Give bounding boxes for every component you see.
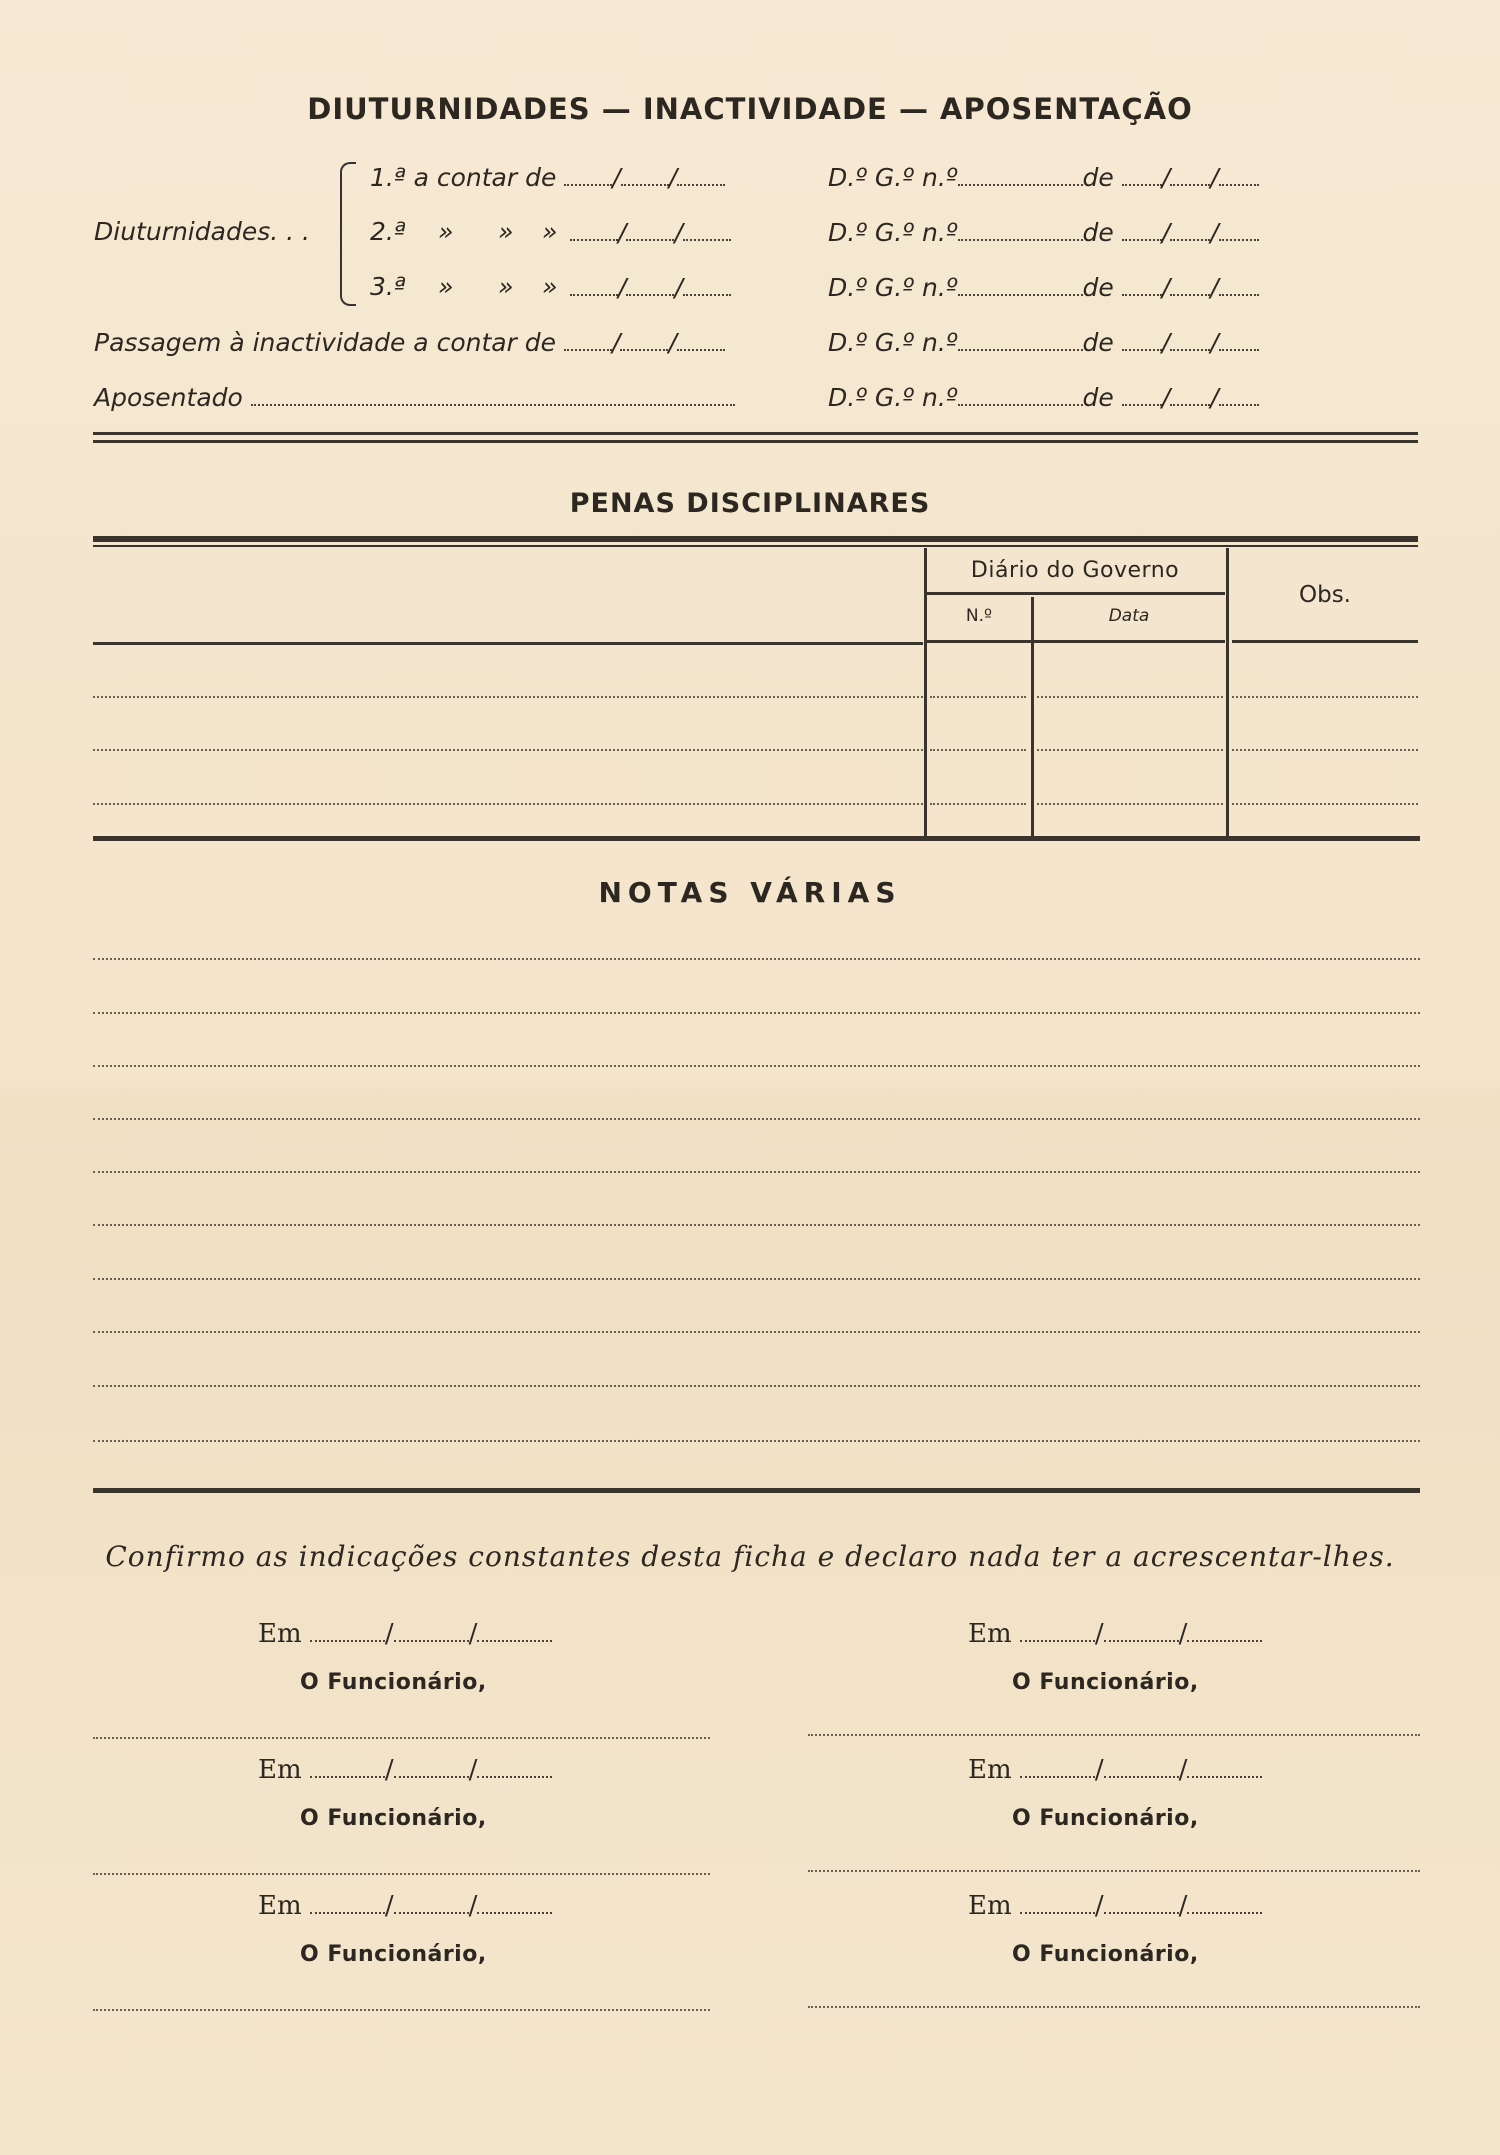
signature-line[interactable]	[808, 1870, 1420, 1872]
signature-line[interactable]	[808, 2006, 1420, 2008]
signature-date-left-2	[258, 1754, 552, 1785]
table-row-line[interactable]	[93, 803, 923, 805]
slash: /	[1210, 328, 1219, 357]
notes-line[interactable]	[93, 1385, 1420, 1387]
dg-number-field[interactable]	[958, 327, 1083, 351]
date-month-field[interactable]	[1170, 382, 1210, 406]
date-day-field[interactable]	[1122, 327, 1162, 351]
aposentado-row	[94, 382, 735, 412]
slash: /	[468, 1891, 478, 1921]
signature-date-left-3	[258, 1890, 552, 1921]
diuturnidade-row-2	[370, 217, 735, 246]
table-row-line[interactable]	[1232, 749, 1418, 751]
ditto-mark: »	[438, 272, 454, 301]
dg-number-field[interactable]	[958, 217, 1083, 241]
date-month-field[interactable]	[394, 1890, 469, 1914]
header-rule	[925, 592, 1225, 595]
notes-line[interactable]	[93, 958, 1420, 960]
date-month-field[interactable]	[1104, 1618, 1179, 1642]
table-row-line[interactable]	[93, 696, 923, 698]
signature-date-left-1	[258, 1618, 552, 1649]
date-day-field[interactable]	[570, 272, 618, 296]
slash: /	[674, 273, 683, 302]
dg-number-field[interactable]	[958, 382, 1083, 406]
slash: /	[668, 163, 678, 192]
de-label: de	[1082, 328, 1114, 357]
slash: /	[384, 1891, 394, 1921]
diuturnidades-label: Diuturnidades. . .	[94, 217, 310, 246]
date-day-field[interactable]	[1020, 1618, 1095, 1642]
slash: /	[468, 1755, 478, 1785]
em-label: Em	[258, 1755, 302, 1785]
slash: /	[384, 1619, 394, 1649]
numero-header: N.º	[965, 606, 993, 626]
dg-number-field[interactable]	[958, 272, 1083, 296]
date-month-field[interactable]	[394, 1618, 469, 1642]
divider	[93, 536, 1418, 542]
obs-header: Obs.	[1299, 582, 1351, 608]
dg-row-4	[828, 327, 1259, 357]
date-month-field[interactable]	[394, 1754, 469, 1778]
column-divider	[1226, 548, 1229, 838]
date-day-field[interactable]	[310, 1890, 385, 1914]
table-row-line[interactable]	[930, 696, 1026, 698]
notes-line[interactable]	[93, 1118, 1420, 1120]
confirmation-text: Confirmo as indicações constantes desta ficha e declaro nada ter a acrescentar-lhes.	[105, 1540, 1395, 1573]
de-label: de	[1082, 218, 1114, 247]
dg-row-3	[828, 272, 1259, 302]
date-month-field[interactable]	[1170, 162, 1210, 186]
notes-line[interactable]	[93, 1012, 1420, 1014]
funcionario-label: O Funcionário,	[300, 1670, 487, 1695]
slash: /	[468, 1619, 478, 1649]
slash: /	[1210, 218, 1219, 247]
notes-line[interactable]	[93, 1278, 1420, 1280]
slash: /	[1210, 273, 1219, 302]
slash: /	[1161, 163, 1171, 192]
slash: /	[1178, 1755, 1188, 1785]
aposentado-label: Aposentado	[94, 383, 243, 412]
date-year-field[interactable]	[1219, 327, 1259, 351]
signature-line[interactable]	[93, 2009, 710, 2011]
date-month-field[interactable]	[1170, 327, 1210, 351]
slash: /	[1161, 383, 1171, 412]
de-label: de	[1082, 383, 1114, 412]
signature-date-right-2	[968, 1754, 1262, 1785]
slash: /	[384, 1755, 394, 1785]
funcionario-label: O Funcionário,	[1012, 1806, 1199, 1831]
date-month-field[interactable]	[1104, 1890, 1179, 1914]
funcionario-label: O Funcionário,	[300, 1942, 487, 1967]
row2-label: 2.ª	[370, 217, 406, 246]
date-day-field[interactable]	[1122, 382, 1162, 406]
table-row-line[interactable]	[1037, 696, 1223, 698]
table-row-line[interactable]	[1037, 803, 1223, 805]
date-day-field[interactable]	[564, 162, 612, 186]
funcionario-label: O Funcionário,	[1012, 1670, 1199, 1695]
signature-date-right-3	[968, 1890, 1262, 1921]
notes-line[interactable]	[93, 1171, 1420, 1173]
date-day-field[interactable]	[1122, 272, 1162, 296]
divider	[93, 440, 1418, 443]
date-day-field[interactable]	[310, 1754, 385, 1778]
diario-header: Diário do Governo	[970, 558, 1180, 583]
date-year-field[interactable]	[477, 1618, 552, 1642]
divider	[93, 836, 1420, 841]
date-year-field[interactable]	[477, 1754, 552, 1778]
slash: /	[1210, 163, 1219, 192]
slash: /	[1161, 273, 1171, 302]
slash: /	[1094, 1891, 1104, 1921]
date-year-field[interactable]	[1219, 272, 1259, 296]
date-month-field[interactable]	[626, 217, 674, 241]
date-month-field[interactable]	[1170, 272, 1210, 296]
slash: /	[1178, 1891, 1188, 1921]
slash: /	[612, 328, 621, 357]
slash: /	[618, 273, 627, 302]
dg-row-2	[828, 217, 1259, 247]
brace	[340, 162, 356, 306]
row3-label: 3.ª	[370, 272, 406, 301]
slash: /	[1161, 218, 1171, 247]
dg-label: D.º G.º n.º	[828, 163, 958, 192]
notes-line[interactable]	[93, 1440, 1420, 1442]
header-bottom-rule	[93, 642, 923, 645]
date-day-field[interactable]	[1122, 162, 1162, 186]
date-day-field[interactable]	[1020, 1890, 1095, 1914]
date-year-field[interactable]	[683, 272, 731, 296]
ditto-mark: »	[498, 272, 514, 301]
date-day-field[interactable]	[570, 217, 618, 241]
table-row-line[interactable]	[1232, 803, 1418, 805]
aposentado-field[interactable]	[251, 382, 735, 406]
section-title-notas: NOTAS VÁRIAS	[598, 876, 902, 909]
date-year-field[interactable]	[477, 1890, 552, 1914]
em-label: Em	[258, 1619, 302, 1649]
ditto-mark: »	[542, 217, 558, 246]
slash: /	[668, 328, 677, 357]
column-divider	[1031, 597, 1034, 838]
slash: /	[1161, 328, 1171, 357]
dg-label: D.º G.º n.º	[828, 218, 958, 247]
date-month-field[interactable]	[1104, 1754, 1179, 1778]
notes-line[interactable]	[93, 1065, 1420, 1067]
notes-line[interactable]	[93, 1224, 1420, 1226]
dg-number-field[interactable]	[958, 162, 1083, 186]
date-year-field[interactable]	[1219, 382, 1259, 406]
date-year-field[interactable]	[1219, 162, 1259, 186]
row1-label: 1.ª a contar de	[370, 163, 557, 192]
slash: /	[618, 218, 627, 247]
date-year-field[interactable]	[677, 162, 725, 186]
table-row-line[interactable]	[930, 749, 1026, 751]
date-year-field[interactable]	[1219, 217, 1259, 241]
slash: /	[1094, 1755, 1104, 1785]
divider	[93, 1488, 1420, 1493]
ditto-mark: »	[438, 217, 454, 246]
date-day-field[interactable]	[564, 327, 612, 351]
dg-label: D.º G.º n.º	[828, 383, 958, 412]
slash: /	[1178, 1619, 1188, 1649]
passagem-row	[94, 327, 725, 357]
signature-date-right-1	[968, 1618, 1262, 1649]
dg-row-5	[828, 382, 1259, 412]
em-label: Em	[968, 1891, 1012, 1921]
slash: /	[1094, 1619, 1104, 1649]
dg-row-1	[828, 162, 1259, 192]
header-bottom-rule	[1232, 640, 1418, 643]
passagem-label: Passagem à inactividade a contar de	[94, 328, 557, 357]
signature-line[interactable]	[93, 1873, 710, 1875]
em-label: Em	[968, 1755, 1012, 1785]
header-bottom-rule	[925, 640, 1225, 643]
date-year-field[interactable]	[683, 217, 731, 241]
section-title-penas: PENAS DISCIPLINARES	[569, 488, 931, 519]
ditto-mark: »	[542, 272, 558, 301]
date-month-field[interactable]	[621, 162, 669, 186]
date-month-field[interactable]	[620, 327, 668, 351]
signature-line[interactable]	[808, 1734, 1420, 1736]
slash: /	[1210, 383, 1219, 412]
table-row-line[interactable]	[1037, 749, 1223, 751]
funcionario-label: O Funcionário,	[1012, 1942, 1199, 1967]
divider	[93, 432, 1418, 435]
date-year-field[interactable]	[1187, 1890, 1262, 1914]
divider	[93, 545, 1418, 547]
column-divider	[924, 548, 927, 838]
data-header: Data	[1108, 606, 1150, 626]
dg-label: D.º G.º n.º	[828, 273, 958, 302]
ditto-mark: »	[498, 217, 514, 246]
section-title-diuturnidades: DIUTURNIDADES — INACTIVIDADE — APOSENTAÇÃO	[307, 92, 1193, 126]
table-row-line[interactable]	[93, 749, 923, 751]
signature-line[interactable]	[93, 1737, 710, 1739]
date-month-field[interactable]	[626, 272, 674, 296]
table-row-line[interactable]	[1232, 696, 1418, 698]
date-year-field[interactable]	[1187, 1618, 1262, 1642]
table-row-line[interactable]	[930, 803, 1026, 805]
notes-line[interactable]	[93, 1331, 1420, 1333]
em-label: Em	[258, 1891, 302, 1921]
date-year-field[interactable]	[1187, 1754, 1262, 1778]
funcionario-label: O Funcionário,	[300, 1806, 487, 1831]
de-label: de	[1082, 163, 1114, 192]
date-day-field[interactable]	[1122, 217, 1162, 241]
dg-label: D.º G.º n.º	[828, 328, 958, 357]
date-day-field[interactable]	[310, 1618, 385, 1642]
diuturnidade-row-1	[370, 162, 725, 192]
em-label: Em	[968, 1619, 1012, 1649]
date-month-field[interactable]	[1170, 217, 1210, 241]
slash: /	[612, 163, 621, 192]
slash: /	[674, 218, 683, 247]
date-day-field[interactable]	[1020, 1754, 1095, 1778]
diuturnidade-row-3	[370, 272, 735, 301]
date-year-field[interactable]	[677, 327, 725, 351]
de-label: de	[1082, 273, 1114, 302]
